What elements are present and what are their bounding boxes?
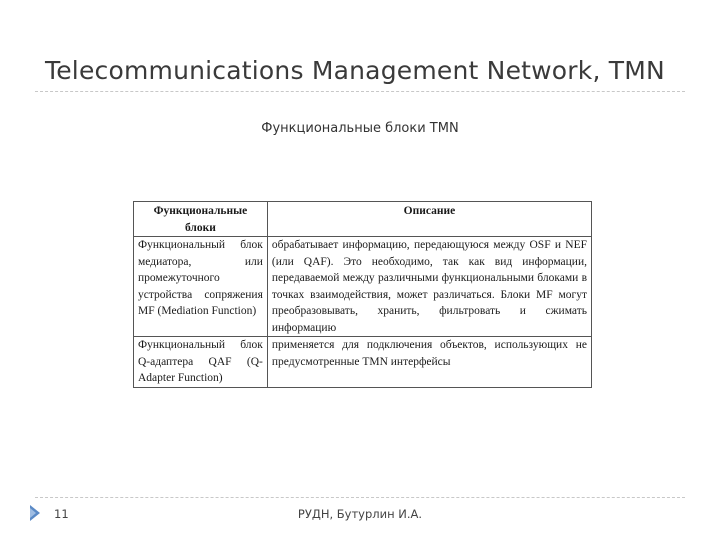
table-header-row — [134, 202, 592, 237]
footer-author: РУДН, Бутурлин И.А. — [297, 507, 423, 521]
header-function-blocks: Функциональные блоки — [134, 202, 268, 237]
cell-description-mf: обрабатывает информацию, передающуюся между OSF и NEF (или QAF). Это необходимо, так как вид информации, передаваемой между различными функциональными блоками в точках взаимодействия, может различаться. Блоки MF могут преобразовывать, хранить, фильтровать и сжимать информацию — [267, 237, 591, 337]
table-row — [134, 337, 592, 388]
cell-block-qaf: Функциональный блок Q-адаптера QAF (Q-Adapter Function) — [134, 337, 268, 388]
slide-title: Telecommunications Management Network, TMN — [45, 56, 665, 85]
cell-block-mf: Функциональный блок медиатора, или промежуточного устройства сопряжения MF (Mediation Function) — [134, 237, 268, 337]
header-description: Описание — [267, 202, 591, 237]
function-blocks-table-container — [133, 201, 592, 388]
footer-divider — [35, 497, 685, 498]
title-divider — [35, 91, 685, 92]
page-number: 11 — [54, 507, 69, 521]
cell-description-qaf: применяется для подключения объектов, использующих не предусмотренные TMN интерфейсы — [267, 337, 591, 388]
slide-subtitle: Функциональные блоки TMN — [261, 121, 459, 136]
table-row — [134, 237, 592, 337]
function-blocks-table — [133, 201, 592, 388]
